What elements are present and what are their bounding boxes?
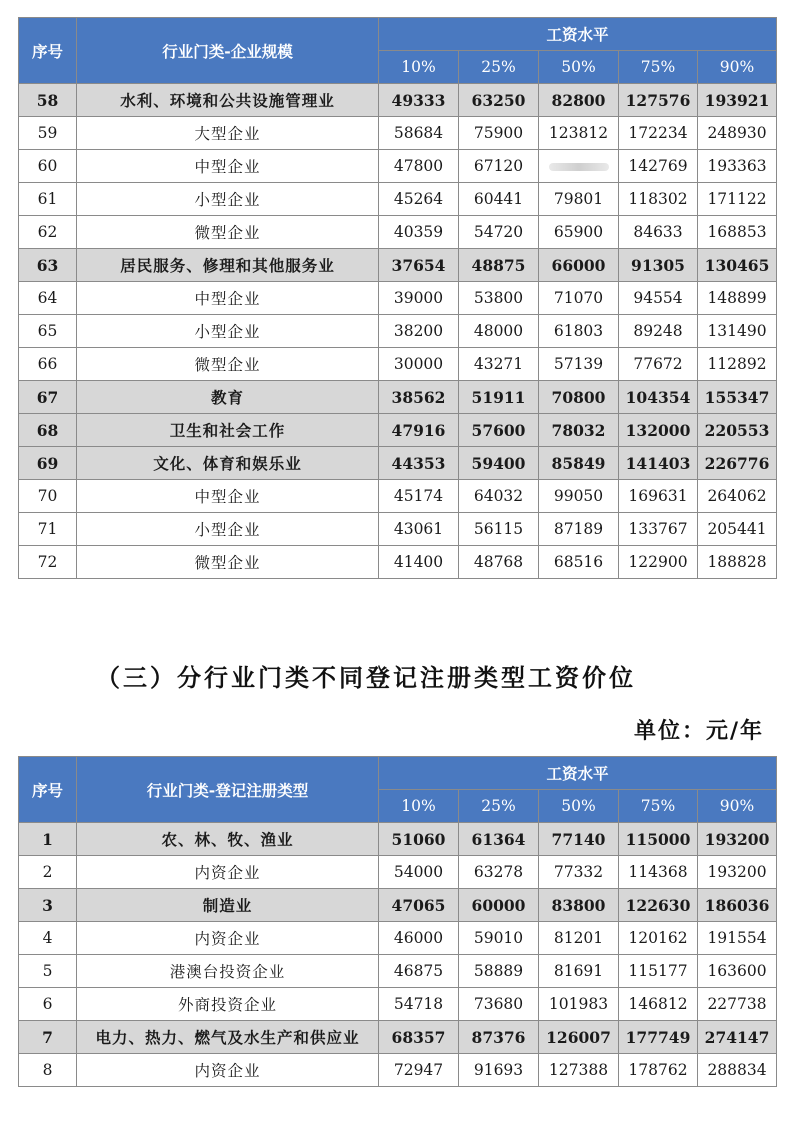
row-value: 59400 [459,447,539,480]
row-category: 中型企业 [77,480,379,513]
row-seq: 1 [19,823,77,856]
row-value: 30000 [379,348,459,381]
table-row [19,1054,777,1087]
header-p75: 75% [619,790,698,823]
row-value: 63278 [459,856,539,889]
table-row [19,216,777,249]
row-value: 54000 [379,856,459,889]
header-p90: 90% [698,51,777,84]
row-category: 电力、热力、燃气及水生产和供应业 [77,1021,379,1054]
row-seq: 68 [19,414,77,447]
row-value: 46000 [379,922,459,955]
row-value: 248930 [698,117,777,150]
row-value: 63250 [459,84,539,117]
row-value: 49333 [379,84,459,117]
row-value: 191554 [698,922,777,955]
row-value: 64032 [459,480,539,513]
row-seq: 3 [19,889,77,922]
row-value: 264062 [698,480,777,513]
row-value: 81201 [539,922,619,955]
row-value: 83800 [539,889,619,922]
header-wage-level: 工资水平 [379,18,777,51]
row-value: 58889 [459,955,539,988]
row-category: 制造业 [77,889,379,922]
row-category: 教育 [77,381,379,414]
header-p25: 25% [459,51,539,84]
header-p10: 10% [379,51,459,84]
row-seq: 63 [19,249,77,282]
table-row [19,955,777,988]
row-value: 127388 [539,1054,619,1087]
row-value: 123812 [539,117,619,150]
row-value: 37654 [379,249,459,282]
row-value: 41400 [379,546,459,579]
row-seq: 7 [19,1021,77,1054]
row-value: 226776 [698,447,777,480]
row-value: 73680 [459,988,539,1021]
header-wage-level: 工资水平 [379,757,777,790]
row-category: 微型企业 [77,546,379,579]
header-p50: 50% [539,51,619,84]
row-value: 38562 [379,381,459,414]
row-value: 274147 [698,1021,777,1054]
row-value: 47916 [379,414,459,447]
row-value: 51911 [459,381,539,414]
row-value: 54718 [379,988,459,1021]
row-category: 港澳台投资企业 [77,955,379,988]
row-value: 122630 [619,889,698,922]
row-seq: 2 [19,856,77,889]
table-row [19,823,777,856]
row-value: 61364 [459,823,539,856]
row-value: 122900 [619,546,698,579]
row-value: 171122 [698,183,777,216]
row-value: 133767 [619,513,698,546]
row-category: 大型企业 [77,117,379,150]
row-value: 43271 [459,348,539,381]
row-category: 中型企业 [77,150,379,183]
row-value: 126007 [539,1021,619,1054]
row-value: 77140 [539,823,619,856]
row-value: 72947 [379,1054,459,1087]
row-value: 115000 [619,823,698,856]
row-value: 78032 [539,414,619,447]
row-value: 178762 [619,1054,698,1087]
row-seq: 66 [19,348,77,381]
row-category: 居民服务、修理和其他服务业 [77,249,379,282]
row-value: 61803 [539,315,619,348]
row-value: 47065 [379,889,459,922]
row-value: 101983 [539,988,619,1021]
header-p50: 50% [539,790,619,823]
row-seq: 72 [19,546,77,579]
table-row [19,84,777,117]
row-seq: 65 [19,315,77,348]
section-heading: （三）分行业门类不同登记注册类型工资价位 [96,664,636,692]
table-row [19,315,777,348]
row-value: 193363 [698,150,777,183]
row-value: 68357 [379,1021,459,1054]
row-category: 农、林、牧、渔业 [77,823,379,856]
row-category: 外商投资企业 [77,988,379,1021]
row-value: 46875 [379,955,459,988]
table-row [19,480,777,513]
row-value: 65900 [539,216,619,249]
table-row [19,282,777,315]
row-category: 小型企业 [77,183,379,216]
row-value: 40359 [379,216,459,249]
table-row [19,1021,777,1054]
row-value: 220553 [698,414,777,447]
row-value: 48875 [459,249,539,282]
table-body [19,84,777,579]
row-value: 54720 [459,216,539,249]
row-value: 87189 [539,513,619,546]
row-value: 168853 [698,216,777,249]
row-value: 132000 [619,414,698,447]
row-value: 99050 [539,480,619,513]
row-seq: 5 [19,955,77,988]
row-value: 38200 [379,315,459,348]
unit-label: 单位：元/年 [633,719,764,744]
wage-table-registration-type [18,756,777,1087]
row-seq: 69 [19,447,77,480]
row-value: 77332 [539,856,619,889]
row-value: 84633 [619,216,698,249]
row-value: 193200 [698,856,777,889]
row-seq: 60 [19,150,77,183]
row-value: 45264 [379,183,459,216]
blurred-value [549,163,609,171]
row-value: 205441 [698,513,777,546]
row-value: 47800 [379,150,459,183]
row-seq: 61 [19,183,77,216]
table-row [19,348,777,381]
row-seq: 70 [19,480,77,513]
row-value: 85849 [539,447,619,480]
row-value: 120162 [619,922,698,955]
row-value: 141403 [619,447,698,480]
row-value: 104354 [619,381,698,414]
row-value: 188828 [698,546,777,579]
header-p90: 90% [698,790,777,823]
row-value: 94554 [619,282,698,315]
row-value: 58684 [379,117,459,150]
row-value: 91305 [619,249,698,282]
row-category: 水利、环境和公共设施管理业 [77,84,379,117]
table-row [19,414,777,447]
row-value: 131490 [698,315,777,348]
row-value: 114368 [619,856,698,889]
row-value: 79801 [539,183,619,216]
row-value: 130465 [698,249,777,282]
table-row [19,922,777,955]
row-seq: 6 [19,988,77,1021]
row-value: 67120 [459,150,539,183]
row-value: 70800 [539,381,619,414]
row-value: 115177 [619,955,698,988]
table-row [19,150,777,183]
header-seq: 序号 [19,18,77,84]
row-value: 288834 [698,1054,777,1087]
header-p75: 75% [619,51,698,84]
row-value: 112892 [698,348,777,381]
row-seq: 8 [19,1054,77,1087]
row-value: 77672 [619,348,698,381]
row-value: 148899 [698,282,777,315]
row-value: 44353 [379,447,459,480]
row-value: 91693 [459,1054,539,1087]
row-value: 127576 [619,84,698,117]
row-value: 87376 [459,1021,539,1054]
row-category: 卫生和社会工作 [77,414,379,447]
row-value: 169631 [619,480,698,513]
row-value: 57139 [539,348,619,381]
row-seq: 64 [19,282,77,315]
row-value: 142769 [619,150,698,183]
row-category: 小型企业 [77,513,379,546]
table-row [19,513,777,546]
row-category: 内资企业 [77,922,379,955]
row-value: 57600 [459,414,539,447]
row-value: 172234 [619,117,698,150]
row-seq: 71 [19,513,77,546]
row-value: 71070 [539,282,619,315]
row-value: 146812 [619,988,698,1021]
row-value: 39000 [379,282,459,315]
header-seq: 序号 [19,757,77,823]
table-body [19,823,777,1087]
row-value: 59010 [459,922,539,955]
row-value: 45174 [379,480,459,513]
row-value: 66000 [539,249,619,282]
row-value: 68516 [539,546,619,579]
table-row [19,988,777,1021]
row-value: 155347 [698,381,777,414]
header-p10: 10% [379,790,459,823]
row-seq: 58 [19,84,77,117]
row-value: 75900 [459,117,539,150]
wage-table-enterprise-size [18,17,777,579]
row-value: 193200 [698,823,777,856]
row-seq: 67 [19,381,77,414]
table-row [19,183,777,216]
row-value: 118302 [619,183,698,216]
watermark [596,1088,600,1102]
row-category: 微型企业 [77,216,379,249]
header-p25: 25% [459,790,539,823]
row-value: 193921 [698,84,777,117]
table-row [19,381,777,414]
table-row [19,889,777,922]
row-seq: 62 [19,216,77,249]
row-category: 小型企业 [77,315,379,348]
table-row [19,447,777,480]
row-value: 48000 [459,315,539,348]
row-value [539,150,619,183]
row-value: 186036 [698,889,777,922]
row-value: 82800 [539,84,619,117]
row-value: 48768 [459,546,539,579]
row-value: 177749 [619,1021,698,1054]
table-row [19,546,777,579]
row-value: 227738 [698,988,777,1021]
row-value: 163600 [698,955,777,988]
row-category: 内资企业 [77,1054,379,1087]
row-value: 43061 [379,513,459,546]
row-value: 89248 [619,315,698,348]
row-value: 56115 [459,513,539,546]
table-row [19,856,777,889]
table-row [19,117,777,150]
header-category: 行业门类-登记注册类型 [77,757,379,823]
row-category: 中型企业 [77,282,379,315]
row-value: 81691 [539,955,619,988]
row-category: 微型企业 [77,348,379,381]
row-category: 内资企业 [77,856,379,889]
header-category: 行业门类-企业规模 [77,18,379,84]
table-row [19,249,777,282]
row-seq: 4 [19,922,77,955]
row-value: 60441 [459,183,539,216]
row-value: 51060 [379,823,459,856]
row-seq: 59 [19,117,77,150]
row-category: 文化、体育和娱乐业 [77,447,379,480]
row-value: 53800 [459,282,539,315]
row-value: 60000 [459,889,539,922]
